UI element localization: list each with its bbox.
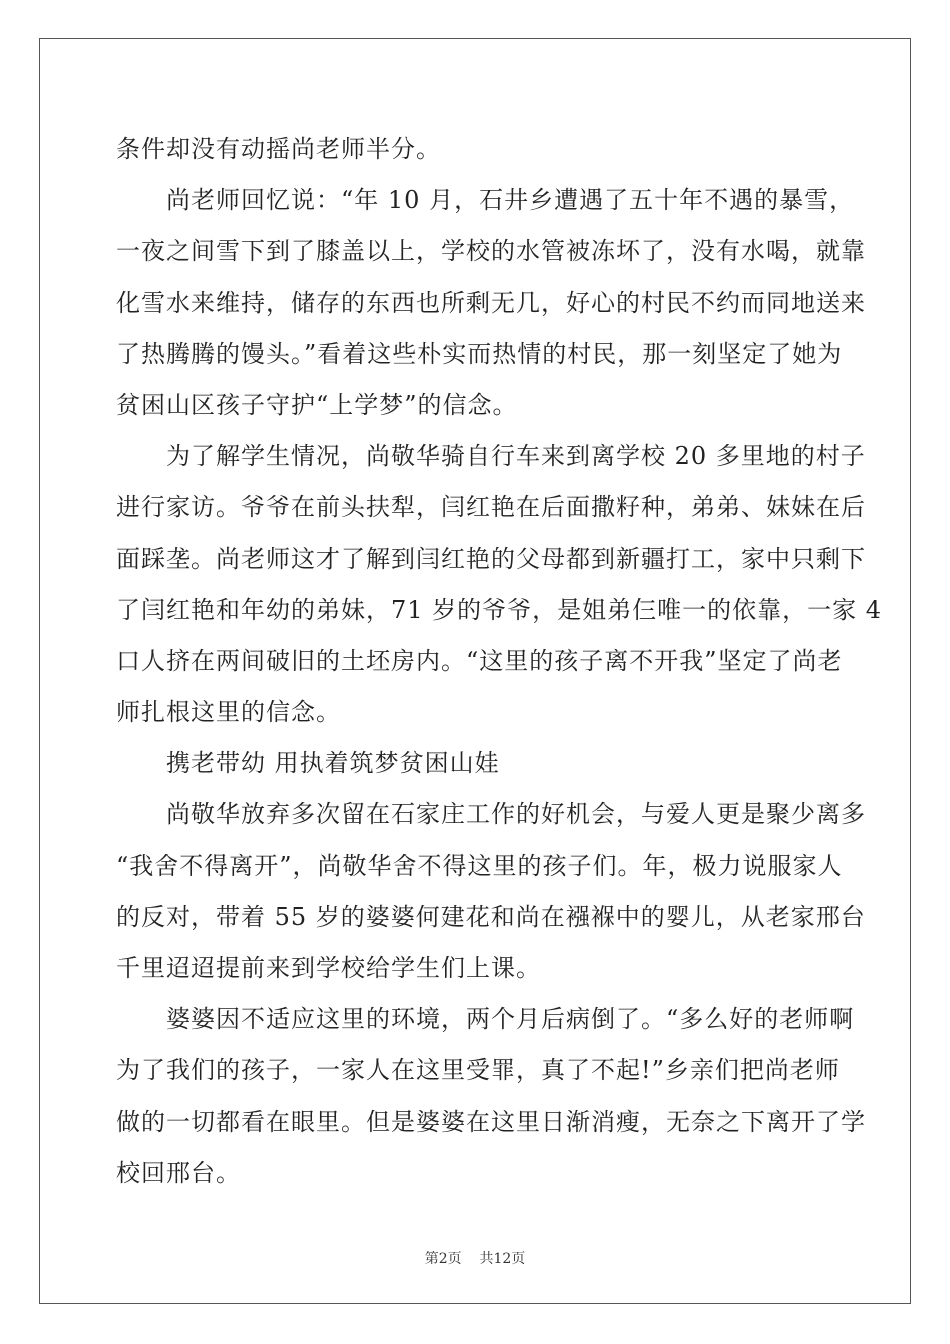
text-line: 为了解学生情况，尚敬华骑自行车来到离学校 20 多里地的村子 bbox=[166, 442, 866, 471]
text-line: 一夜之间雪下到了膝盖以上，学校的水管被冻坏了，没有水喝，就靠 bbox=[116, 237, 866, 266]
text-line: 面踩垄。尚老师这才了解到闫红艳的父母都到新疆打工，家中只剩下 bbox=[116, 544, 866, 573]
page-total: 共12页 bbox=[479, 1251, 526, 1267]
document-body bbox=[116, 124, 883, 1199]
text-line: 校回邢台。 bbox=[116, 1158, 241, 1187]
text-line: 师扎根这里的信念。 bbox=[116, 698, 341, 727]
text-line: 的反对，带着 55 岁的婆婆何建花和尚在襁褓中的婴儿，从老家邢台 bbox=[116, 902, 866, 931]
text-line: 尚敬华放弃多次留在石家庄工作的好机会，与爱人更是聚少离多 bbox=[166, 800, 866, 829]
text-line: 了闫红艳和年幼的弟妹，71 岁的爷爷，是姐弟仨唯一的依靠，一家 4 bbox=[116, 595, 883, 624]
text-line: 贫困山区孩子守护“上学梦”的信念。 bbox=[116, 390, 518, 419]
text-line: 化雪水来维持，储存的东西也所剩无几，好心的村民不约而同地送来 bbox=[116, 288, 866, 317]
text-line: 做的一切都看在眼里。但是婆婆在这里日渐消瘦，无奈之下离开了学 bbox=[116, 1107, 866, 1136]
page-number: 第2页 bbox=[424, 1251, 462, 1267]
text-line: 婆婆因不适应这里的环境，两个月后病倒了。“多么好的老师啊 bbox=[166, 1005, 855, 1034]
text-line: 携老带幼 用执着筑梦贫困山娃 bbox=[166, 749, 500, 778]
text-line: “我舍不得离开”，尚敬华舍不得这里的孩子们。年，极力说服家人 bbox=[116, 851, 843, 880]
text-line: 条件却没有动摇尚老师半分。 bbox=[116, 135, 441, 163]
footer-spacer bbox=[462, 1251, 480, 1267]
text-line: 千里迢迢提前来到学校给学生们上课。 bbox=[116, 954, 541, 982]
text-line: 口人挤在两间破旧的土坯房内。“这里的孩子离不开我”坚定了尚老 bbox=[116, 646, 843, 675]
text-line: 进行家访。爷爷在前头扶犁，闫红艳在后面撒籽种，弟弟、妹妹在后 bbox=[116, 493, 866, 522]
text-line: 尚老师回忆说：“年 10 月，石井乡遭遇了五十年不遇的暴雪， bbox=[166, 186, 855, 215]
text-line: 了热腾腾的馒头。”看着这些朴实而热情的村民，那一刻坚定了她为 bbox=[116, 339, 843, 368]
text-line: 为了我们的孩子，一家人在这里受罪，真了不起!”乡亲们把尚老师 bbox=[116, 1056, 840, 1085]
page-footer bbox=[0, 1248, 950, 1268]
